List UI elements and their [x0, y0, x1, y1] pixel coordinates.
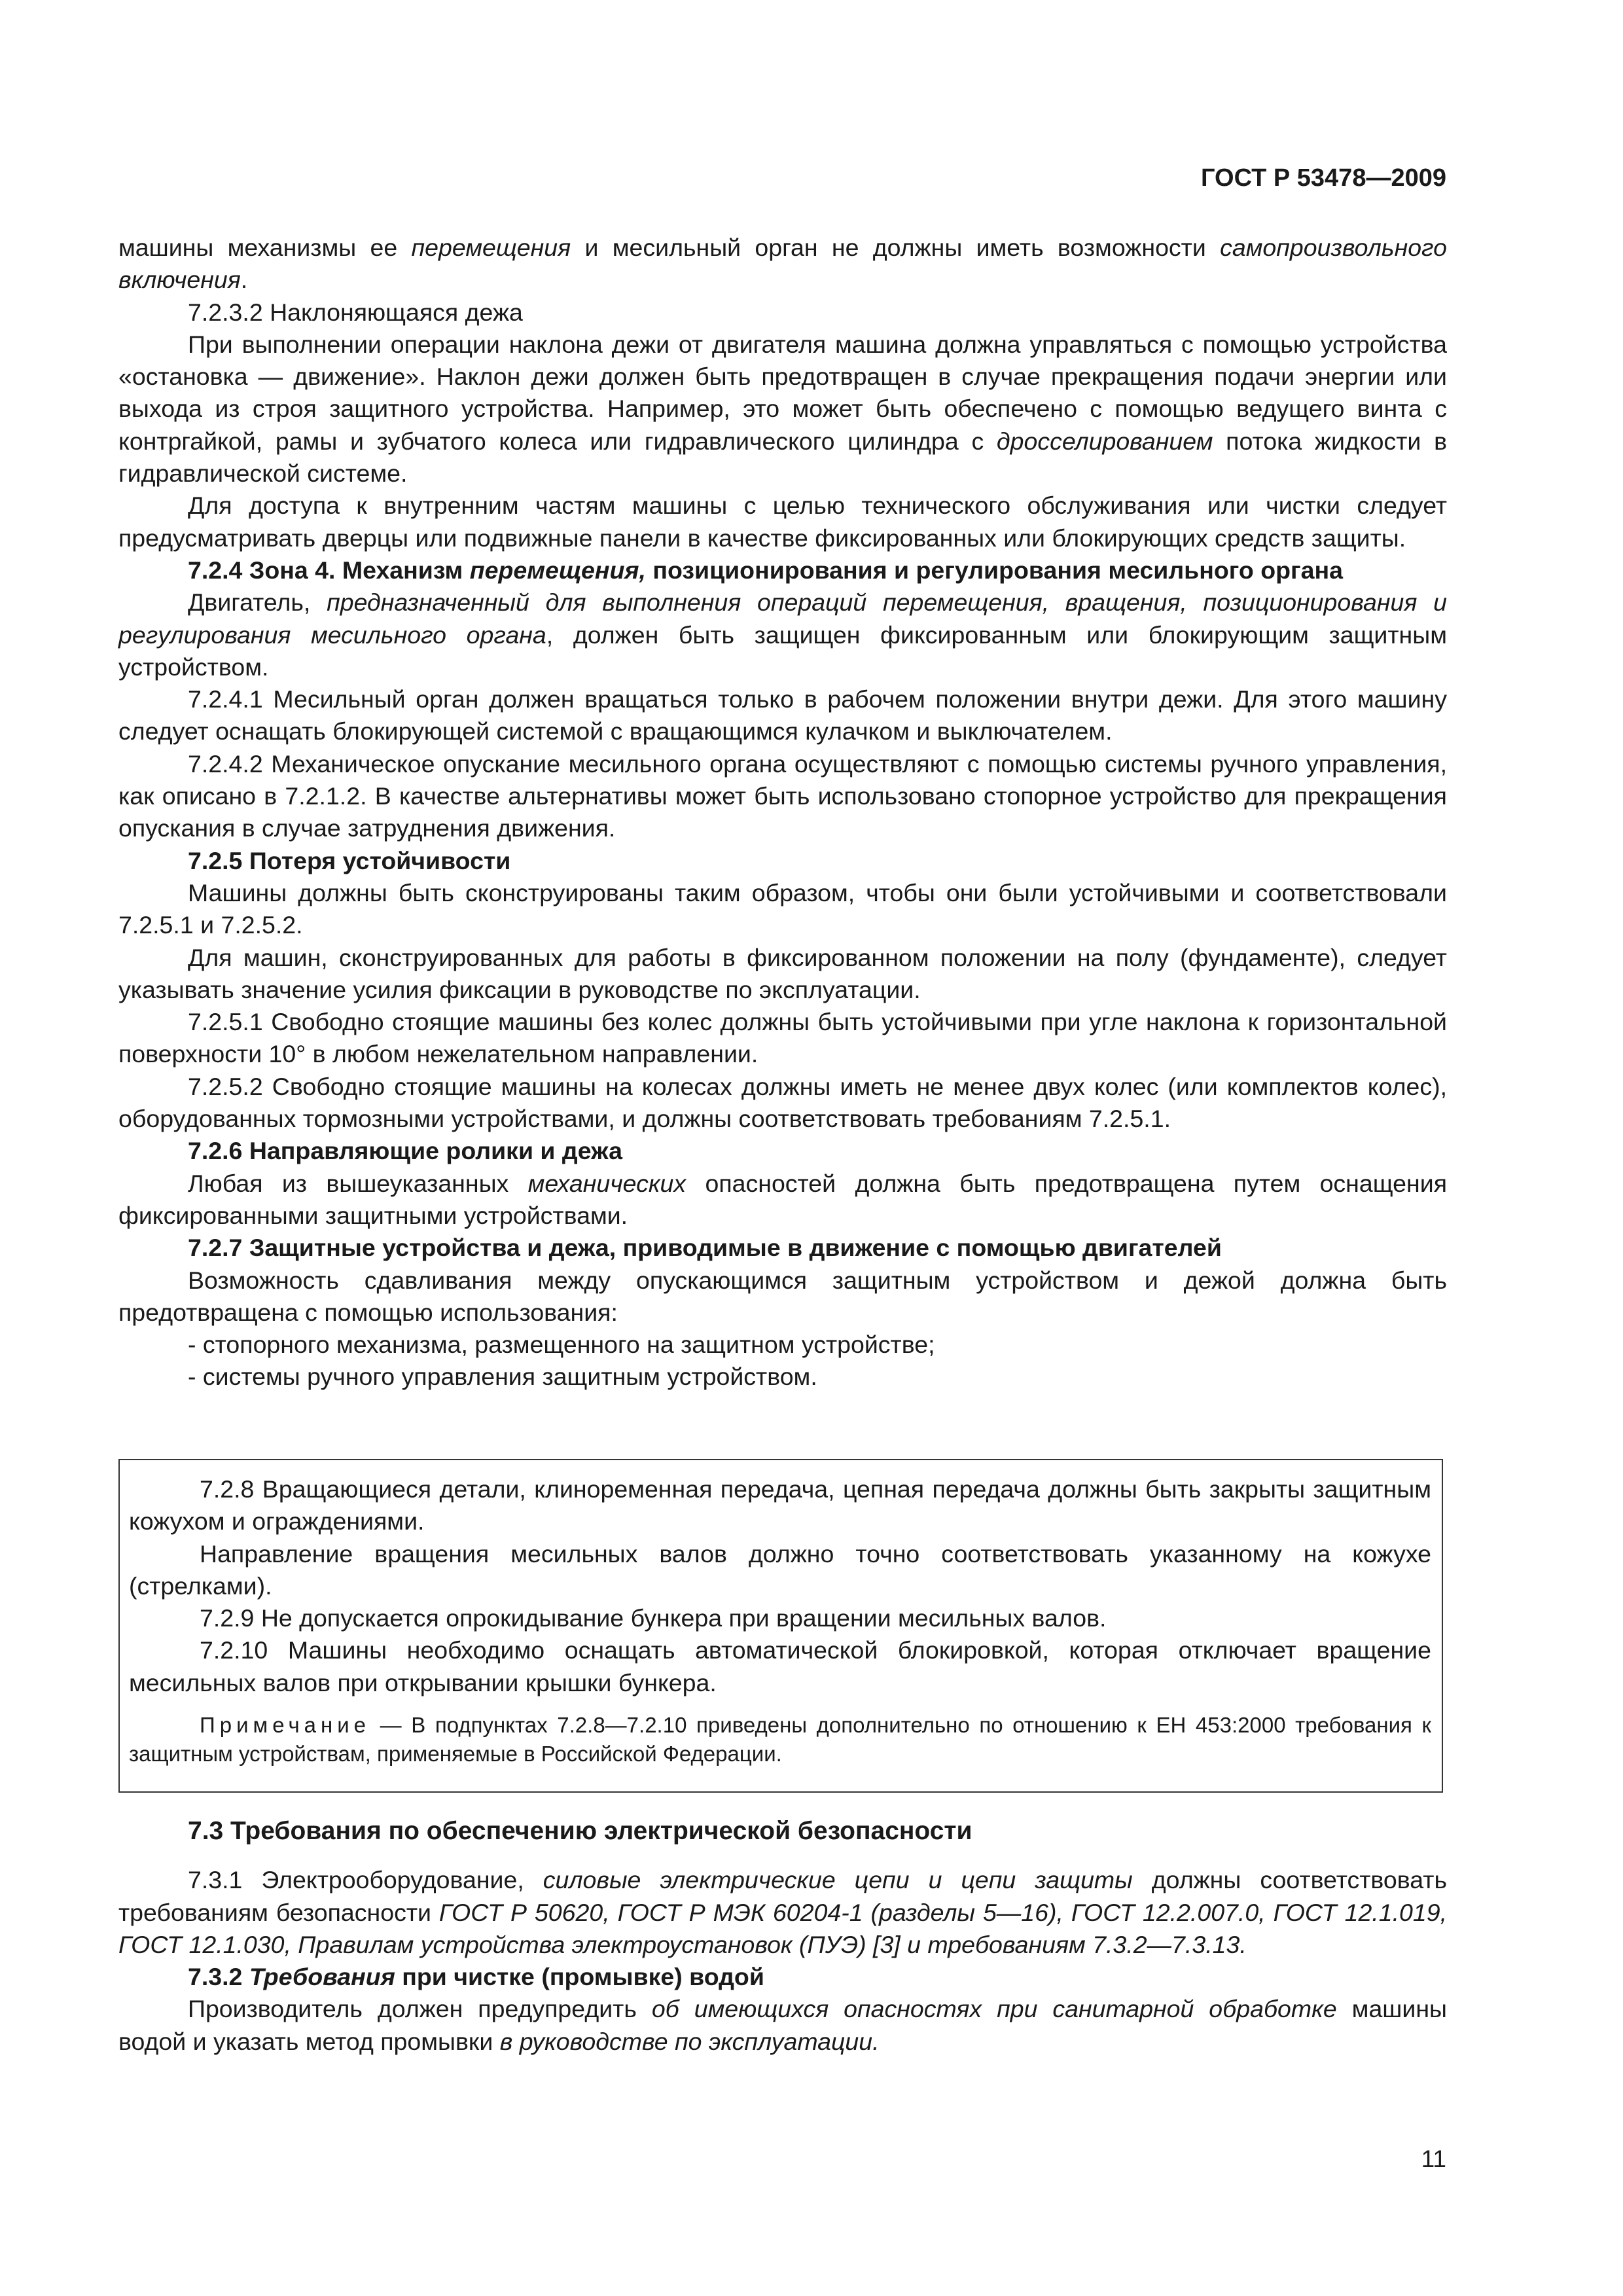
clause-7-2-5-heading: 7.2.5 Потеря устойчивости — [188, 846, 511, 874]
list-item: - стопорного механизма, размещенного на защитном устройстве; — [188, 1331, 935, 1359]
main-content — [118, 232, 1447, 1393]
section-7-3 — [118, 1815, 1447, 2058]
document-header: ГОСТ Р 53478—2009 — [1201, 164, 1446, 192]
paragraph-rotation-direction: Направление вращения месильных валов должно точно соответствовать указанному на кожухе (стрелками). — [129, 1539, 1431, 1600]
clause-7-3-2-heading: 7.3.2 Требования при чистке (промывке) водой — [188, 1963, 764, 1991]
paragraph-tilting-bowl: При выполнении операции наклона дежи от двигателя машина должна управляться с помощью устройства «остановка — движение». Наклон дежи должен быть предотвращен в случае прекращения подачи энергии или выхода из строя защитного устройства. Например, это может быть обеспечено с помощью ведущего винта с контргайкой, рамы и зубчатого колеса или гидравлического цилиндра с дросселированием потока жидкости в гидравлической системе. — [118, 330, 1447, 488]
list-item: - системы ручного управления защитным устройством. — [188, 1363, 817, 1391]
section-7-3-heading: 7.3 Требования по обеспечению электрической безопасности — [188, 1817, 972, 1845]
paragraph-fixed-machines: Для машин, сконструированных для работы в фиксированном положении на полу (фундаменте), следует указывать значение усилия фиксации в руководстве по эксплуатации. — [118, 943, 1447, 1003]
clause-7-2-3-2-title: 7.2.3.2 Наклоняющаяся дежа — [188, 298, 523, 326]
clause-7-2-8: 7.2.8 Вращающиеся детали, клиноременная передача, цепная передача должны быть закрыты защитным кожухом и ограждениями. — [129, 1475, 1431, 1535]
paragraph-guide-rollers: Любая из вышеуказанных механических опасностей должна быть предотвращена путем оснащения фиксированными защитными устройствами. — [118, 1169, 1447, 1229]
clause-7-2-6-heading: 7.2.6 Направляющие ролики и дежа — [188, 1137, 622, 1165]
page-number: 11 — [1421, 2145, 1446, 2172]
paragraph-crushing: Возможность сдавливания между опускающимся защитным устройством и дежой должна быть предотвращена с помощью использования: — [118, 1266, 1447, 1326]
national-requirements-box — [118, 1459, 1443, 1793]
clause-7-2-9: 7.2.9 Не допускается опрокидывание бункера при вращении месильных валов. — [200, 1604, 1107, 1632]
paragraph-access-doors: Для доступа к внутренним частям машины с целью технического обслуживания или чистки следует предусматривать дверцы или подвижные панели в качестве фиксированных или блокирующих средств защиты. — [118, 492, 1447, 552]
paragraph-continuation: машины механизмы ее перемещения и месильный орган не должны иметь возможности самопроизвольного включения. — [118, 234, 1447, 294]
clause-7-2-4-heading: 7.2.4 Зона 4. Механизм перемещения, позиционирования и регулирования месильного органа — [188, 556, 1344, 584]
note — [129, 1711, 1431, 1768]
paragraph-motor: Двигатель, предназначенный для выполнения операций перемещения, вращения, позиционирования и регулирования месильного органа, должен быть защищен фиксированным или блокирующим защитным устройством. — [118, 588, 1447, 681]
clause-7-2-7-heading: 7.2.7 Защитные устройства и дежа, приводимые в движение с помощью двигателей — [188, 1234, 1222, 1262]
clause-7-2-5-1: 7.2.5.1 Свободно стоящие машины без колес должны быть устойчивыми при угле наклона к горизонтальной поверхности 10° в любом нежелательном направлении. — [118, 1008, 1447, 1068]
clause-7-2-4-2: 7.2.4.2 Механическое опускание месильного органа осуществляют с помощью системы ручного управления, как описано в 7.2.1.2. В качестве альтернативы может быть использовано стопорное устройство для прекращения опускания в случае затруднения движения. — [118, 749, 1447, 842]
note-text: — В подпунктах 7.2.8—7.2.10 приведены дополнительно по отношению к ЕН 453:2000 требования к защитным устройствам, применяемые в Российской Федерации. — [129, 1713, 1431, 1767]
clause-7-3-1: 7.3.1 Электрооборудование, силовые электрические цепи и цепи защиты должны соответствовать требованиям безопасности ГОСТ Р 50620, ГОСТ Р МЭК 60204-1 (разделы 5—16), ГОСТ 12.2.007.0, ГОСТ 12.1.019, ГОСТ 12.1.030, Правилам устройства электроустановок (ПУЭ) [3] и требованиям 7.3.2—7.3.13. — [118, 1866, 1447, 1958]
note-label: Примечание — [200, 1713, 371, 1738]
clause-7-2-4-1: 7.2.4.1 Месильный орган должен вращаться только в рабочем положении внутри дежи. Для этого машину следует оснащать блокирующей системой с вращающимся кулачком и выключателем. — [118, 685, 1447, 745]
paragraph-stability: Машины должны быть сконструированы таким образом, чтобы они были устойчивыми и соответствовали 7.2.5.1 и 7.2.5.2. — [118, 878, 1447, 939]
clause-7-2-5-2: 7.2.5.2 Свободно стоящие машины на колесах должны иметь не менее двух колес (или комплектов колес), оборудованных тормозными устройствами, и должны соответствовать требованиям 7.2.5.1. — [118, 1072, 1447, 1133]
clause-7-2-10: 7.2.10 Машины необходимо оснащать автоматической блокировкой, которая отключает вращение месильных валов при открывании крышки бункера. — [129, 1636, 1431, 1696]
paragraph-washing: Производитель должен предупредить об имеющихся опасностях при санитарной обработке машины водой и указать метод промывки в руководстве по эксплуатации. — [118, 1995, 1448, 2055]
